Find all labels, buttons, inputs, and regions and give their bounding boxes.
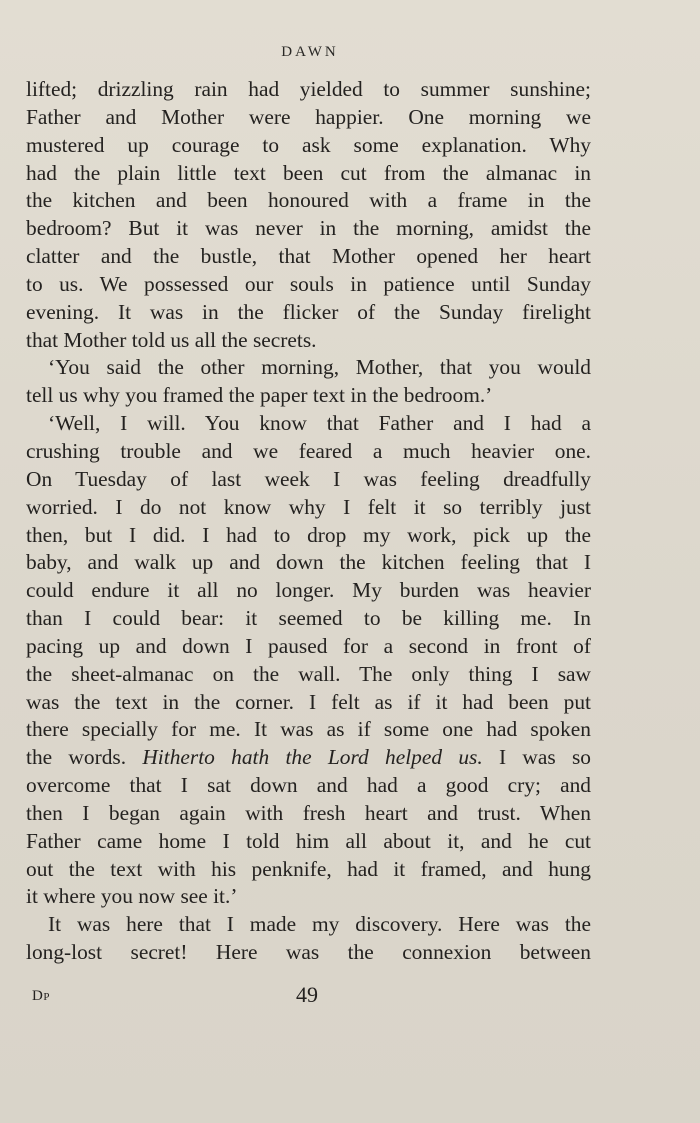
text-line: Father and Mother were happier. One morning we: [26, 104, 591, 129]
text-line: ‘Well, I will. You know that Father and I had a: [48, 411, 591, 436]
text-line: had the plain little text been cut from the almanac in: [26, 160, 591, 185]
text-line: crushing trouble and we feared a much heavier one.: [26, 438, 591, 463]
text-line: mustered up courage to ask some explanation. Why: [26, 132, 591, 157]
text-line: bedroom? But it was never in the morning, amidst the: [26, 216, 591, 241]
text-line: It was here that I made my discovery. Here was the: [48, 912, 591, 937]
text-line: was the text in the corner. I felt as if it had been put: [26, 689, 591, 714]
text-line: evening. It was in the flicker of the Sunday firelight: [26, 299, 591, 324]
text-line: that Mother told us all the secrets.: [26, 327, 317, 352]
text-line: worried. I do not know why I felt it so terribly just: [26, 494, 591, 519]
text-line: ‘You said the other morning, Mother, that you would: [48, 355, 591, 380]
text-line: lifted; drizzling rain had yielded to summer sunshine;: [26, 77, 591, 101]
text-line: then I began again with fresh heart and trust. When: [26, 800, 591, 825]
running-title: DAWN: [281, 44, 339, 60]
text-line: out the text with his penknife, had it framed, and hung: [26, 856, 591, 881]
text-fragment: the words.: [26, 745, 143, 770]
text-line-with-italic-quote: [26, 744, 591, 772]
page-body-text: [26, 76, 591, 967]
page-number: 49: [296, 982, 318, 1007]
text-line: pacing up and down I paused for a second in front of: [26, 633, 591, 658]
text-fragment: I was so: [482, 745, 592, 770]
text-line: there specially for me. It was as if some one had spoken: [26, 717, 591, 742]
text-line: Father came home I told him all about it, and he cut: [26, 828, 591, 853]
text-line: the kitchen and been honoured with a frame in the: [26, 188, 591, 213]
text-line: On Tuesday of last week I was feeling dreadfully: [26, 466, 591, 491]
text-line: long-lost secret! Here was the connexion between: [26, 940, 591, 965]
text-line: baby, and walk up and down the kitchen feeling that I: [26, 550, 591, 575]
text-line: clatter and the bustle, that Mother opened her heart: [26, 244, 591, 269]
text-line: tell us why you framed the paper text in the bedroom.’: [26, 383, 493, 408]
text-line: the sheet-almanac on the wall. The only thing I saw: [26, 661, 591, 686]
text-line: could endure it all no longer. My burden was heavier: [26, 578, 591, 603]
text-line: to us. We possessed our souls in patience until Sunday: [26, 271, 591, 296]
text-line: overcome that I sat down and had a good cry; and: [26, 773, 591, 798]
text-line: it where you now see it.’: [26, 884, 238, 909]
signature-mark: Dp: [32, 988, 50, 1004]
text-line: than I could bear: it seemed to be killing me. In: [26, 606, 591, 631]
text-line: then, but I did. I had to drop my work, pick up the: [26, 522, 591, 547]
italic-scripture-quote: Hitherto hath the Lord helped us.: [142, 745, 483, 770]
